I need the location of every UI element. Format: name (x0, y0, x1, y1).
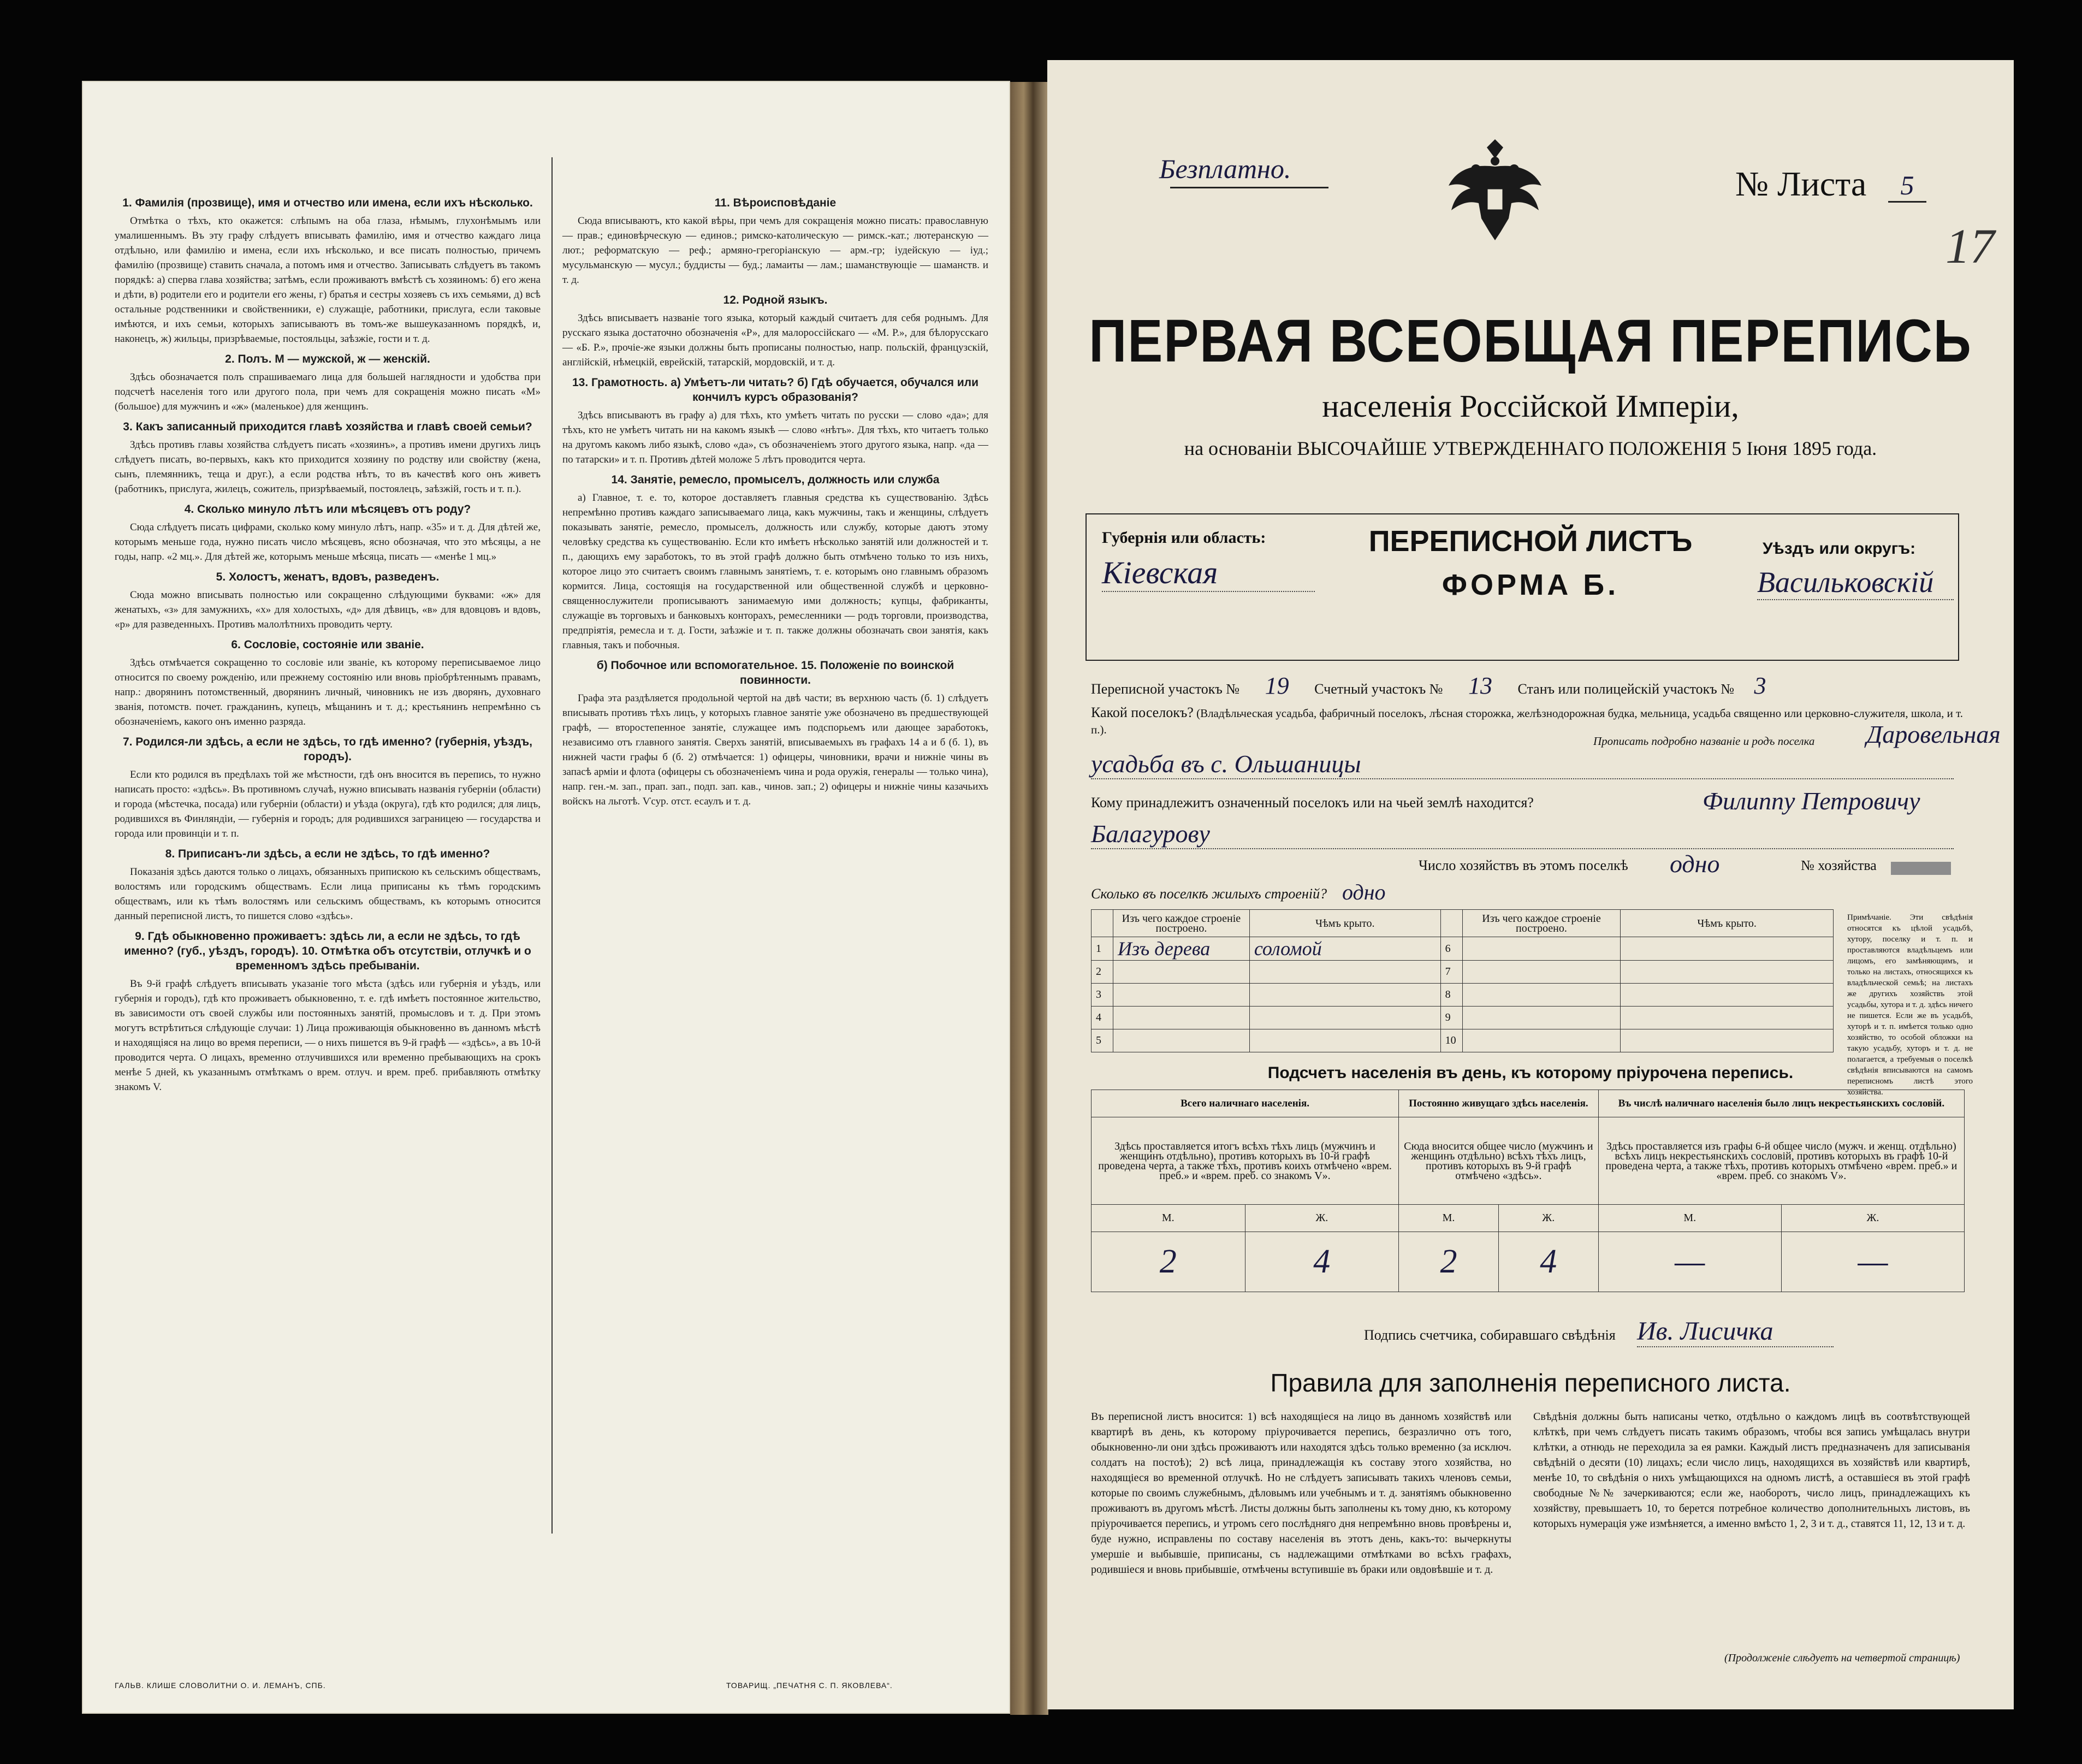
row-number: 1 (1092, 937, 1113, 961)
count-area-value: 13 (1468, 672, 1492, 699)
instruction-section-text: Показанiя здѣсь даются только о лицахъ, обязанныхъ припискою къ сельскимъ обществамъ, волостямъ или городскимъ обществамъ. Если лица приписаны къ тѣмъ городскимъ обществамъ, или къ тѣмъ волостямъ или сельскимъ обществамъ, къ которымъ относится данный переписной листъ, то пишется слово «здѣсь». (115, 866, 541, 922)
form-subtitle: ФОРМА Б. (1442, 569, 1620, 601)
row-number: 2 (1092, 961, 1113, 984)
buildings-label: Сколько въ поселкѣ жилыхъ строенiй? (1091, 886, 1327, 902)
instruction-section-text: Сюда можно вписывать полностью или сокращенно слѣдующими буквами: «ж» для женатыхъ, «з» для замужнихъ, «х» для холостыхъ, «д» для дѣвицъ, «в» для вдовцовъ и вдовъ, «р» для разведенныхъ. Противъ малолѣтнихъ проводить черту. (115, 589, 541, 630)
row-number: 8 (1440, 984, 1462, 1007)
free-of-charge-label: Безплатно. (1159, 153, 1291, 184)
instruction-section-title: 13. Грамотность. а) Умѣетъ-ли читать? б) Гдѣ обучается, обучался или кончилъ курсъ образованiя? (572, 376, 979, 404)
population-nonpeasant-description: Здѣсь проставляется изъ графы 6-й общее число (мужч. и женщ. отдѣльно) всѣхъ лицъ некрестьянскихъ сословiй, противъ которыхъ въ графѣ 10-й проведена черта, а также тѣхъ, противъ которыхъ отмѣчено «врем. преб.» и «врем. преб. со знакомъ V». (1598, 1117, 1964, 1205)
row-number: 6 (1440, 937, 1462, 961)
left-page (82, 81, 1010, 1714)
population-nonpeasant-header: Въ числѣ наличнаго населенiя было лицъ некрестьянскихъ сословiй. (1598, 1090, 1964, 1117)
settlement-hint: (Владѣльческая усадьба, фабричный поселокъ, лѣсная сторожка, желѣзнодорожная будка, мельница, усадьба священно или церковно-служителя, школа, и т. п.). (1091, 707, 1963, 736)
instruction-section-text: а) Главное, т. е. то, которое доставляетъ главныя средства къ существованiю. Здѣсь непремѣнно противъ каждаго записываемаго лица, какъ мужчины, такъ и женщины, слѣдуетъ показывать занятiе, ремесло, промыселъ, должность или службу, которые даютъ этому человѣку средства къ существованiю. Если кто имѣетъ нѣсколько занятiй или должностей и т. п., дающихъ ему заработокъ, то въ этой графѣ должно быть отмѣчено только то изъ нихъ, которое лицо это считаетъ своимъ главнымъ занятiемъ, т. е. которымъ оно главнымъ образомъ кормится. Лица, состоящiя на государственной или общественной службѣ и церковно-священнослужители прописываютъ занимаемую ими должность; купцы, фабриканты, служащiе въ торговыхъ и банковыхъ конторахъ, ремесленники — родъ торговли, производства, предпрiятiя, ремесла и т. д. Гости, заѣзжiе и т. п. также должны обозначать свои занятiя, какъ главныя, такъ и побочныя. (562, 492, 988, 651)
census-title: ПЕРВАЯ ВСЕОБЩАЯ ПЕРЕПИСЬ (1089, 307, 1972, 375)
instruction-section-title: б) Побочное или вспомогательное. 15. Положенiе по воинской повинности. (596, 659, 954, 686)
instruction-section-title: 9. Гдѣ обыкновенно проживаетъ: здѣсь ли, а если не здѣсь, то гдѣ именно? (губ., уѣздъ, городъ). 10. Отмѣтка объ отсутствiи, отлучкѣ и о временномъ здѣсь пребыванiи. (124, 930, 531, 972)
district-value: Васильковскiй (1757, 565, 1954, 600)
instruction-section-text: Въ 9-й графѣ слѣдуетъ вписывать указанiе того мѣста (здѣсь или губернiя и уѣздъ, или губернiя и городъ), гдѣ кто проживаетъ обыкновенно, т. е. гдѣ имѣетъ постоянное жительство, въ зависимости отъ своей службы или постоянныхъ занятiй, промысловъ и т. д. При этомъ могутъ встрѣтиться слѣдующiе случаи: 1) Лица проживающiя обыкновенно въ данномъ мѣстѣ и находящiяся на лицо во время переписи, — о нихъ пишется въ 9-й графѣ — «здѣсь», а въ 10-й проводится черта. О лицахъ, временно отлучившихся или временно пребывающихъ на срокъ менѣе 5 дней, къ указаннымъ отмѣткамъ о врем. отлуч. и врем. преб. прибавляють отмѣтку знакомъ V. (115, 978, 541, 1093)
instruction-section-title: 3. Какъ записанный приходится главѣ хозяйства и главѣ своей семьи? (123, 421, 532, 433)
row-number: 4 (1092, 1007, 1113, 1029)
households-label: Число хозяйствъ въ этомъ поселкѣ (1419, 857, 1628, 873)
population-total-header: Всего наличнаго населенiя. (1092, 1090, 1399, 1117)
total-female-count: 4 (1245, 1232, 1399, 1292)
instruction-section-text: Здѣсь отмѣчается сокращенно то сословiе или званiе, къ которому переписываемое лицо относится по своему рожденiю, или прежнему состоянiю или вновь прiобрѣтеннымъ правамъ, напр.: дворянинъ потомственный, дворянинъ личный, чиновникъ не изъ дворянъ, духовнаго званiя, потомств. почет. гражданинъ, купецъ, мѣщанинъ и т. д.; крестьянинъ непремѣнно съ обозначенiемъ, какого онъ именно разряда. (115, 657, 541, 727)
census-subtitle: населенiя Россiйской Имперiи, (1322, 388, 1739, 424)
imperial-eagle-emblem (1440, 137, 1550, 246)
census-area-label: Переписной участокъ № (1091, 681, 1240, 697)
row-number: 3 (1092, 984, 1113, 1007)
pencil-archive-number: 17 (1945, 220, 1995, 274)
rules-title: Правила для заполненiя переписного листа. (1270, 1369, 1791, 1397)
nonpeasant-female-count: — (1781, 1232, 1964, 1292)
instruction-section-text: Здѣсь обозначается полъ спрашиваемаго лица для большей наглядности и удобства при подсчетѣ населенiя того или другого пола, при чемъ для сокращенiя можно писать «М» (большое) для мужчинъ и «ж» (маленькое) для женщинъ. (115, 371, 541, 412)
table-row (1092, 937, 1834, 961)
rules-continued-note: (Продолженiе слѣдуетъ на четвертой страницѣ) (1724, 1652, 1960, 1664)
households-value: одно (1670, 850, 1720, 878)
count-area-label: Счетный участокъ № (1314, 681, 1443, 697)
female-label: Ж. (1781, 1205, 1964, 1232)
building-roof: соломой (1249, 937, 1440, 961)
household-number-label: № хозяйства (1801, 857, 1877, 873)
settlement-line (1091, 705, 1965, 738)
instruction-section-title: 12. Родной языкъ. (723, 294, 828, 306)
nonpeasant-male-count: — (1598, 1232, 1781, 1292)
instruction-section-title: 14. Занятiе, ремесло, промыселъ, должность или служба (611, 473, 940, 486)
population-count-title: Подсчетъ населенiя въ день, къ которому прiурочена перепись. (1267, 1064, 1794, 1082)
population-permanent-description: Сюда вносится общее число (мужчинъ и женщинъ отдѣльно) всѣхъ тѣхъ лицъ, противъ которыхъ въ 9-й графѣ отмѣчено «здѣсь». (1399, 1117, 1599, 1205)
instruction-section-title: 4. Сколько минуло лѣтъ или мѣсяцевъ отъ роду? (184, 503, 471, 516)
buildings-note: Примѣчанiе. Эти свѣдѣнiя относятся къ цѣлой усадьбѣ, хутору, поселку и т. п. и проставляются владѣльцемъ или лицомъ, его замѣняющимъ, и только на листахъ, относящихся къ владѣльческой семьѣ; на листахъ же другихъ хозяйствъ этой усадьбы, хутора и т. д. здѣсь ничего не пишется. Если же въ усадьбѣ, хуторѣ и т. п. имѣется только одно хозяйство, то особой обложки на такую усадьбу, хуторъ и т. д. не полагается, а требуемыя о поселкѣ свѣдѣнiя вписываются на самомъ переписномъ листѣ этого хозяйства. (1847, 913, 1973, 1097)
instruction-section-text: Здѣсь противъ главы хозяйства слѣдуетъ писать «хозяинъ», а противъ имени другихъ лицъ слѣдуетъ писать, во-первыхъ, какъ кто приходится хозяину по родству или свойству (жена, сынъ, племянникъ, теща и друг.), а если родства нѣтъ, то въ качествѣ кого онъ живетъ (работникъ, прислуга, жилецъ, сожитель, призрѣваемый, постоялецъ, заѣзжiй, гость и т. п.). (115, 439, 541, 495)
buildings-roof-header: Чѣмъ крыто. (1249, 910, 1440, 937)
table-row (1092, 961, 1834, 984)
rules-column-2: Свѣдѣнiя должны быть написаны четко, отдѣльно о каждомъ лицѣ въ соотвѣтствующей клѣткѣ, при чемъ слѣдуетъ писать такимъ образомъ, чтобы вся запись умѣщалась внутри клѣтки, а отнюдь не переходила за ея рамки. Каждый листъ предназначенъ для записыванiя свѣдѣнiй о десяти (10) лицахъ; если число лицъ, находящихся въ хозяйствѣ или квартирѣ, менѣе 10, то свѣдѣнiя о нихъ умѣщающихся на одномъ листѣ, а оставшiеся въ этой графѣ свободные №№ зачеркиваются; если же, наоборотъ, число лицъ, принадлежащихъ къ хозяйству, превышаетъ 10, то берется потребное количество дополнительныхъ листовъ, въ которыхъ нумерацiя уже измѣняется, а именно вмѣсто 1, 2, 3 и т. д., ставятся 11, 12, 13 и т. д. (1533, 1411, 1970, 1530)
column-divider (551, 157, 553, 1534)
buildings-material-header: Изъ чего каждое строенiе построено. (1113, 910, 1249, 937)
right-page (1047, 60, 2014, 1709)
population-table (1091, 1090, 1965, 1292)
police-area-label: Станъ или полицейскiй участокъ № (1517, 681, 1735, 697)
row-number: 10 (1440, 1029, 1462, 1052)
sheet-number-value: 5 (1888, 169, 1926, 203)
form-title: ПЕРЕПИСНОЙ ЛИСТЪ (1368, 525, 1693, 558)
row-number: 5 (1092, 1029, 1113, 1052)
printer-note-right: ТОВАРИЩ. „ПЕЧАТНЯ С. П. ЯКОВЛЕВА“. (726, 1681, 893, 1690)
instruction-section-title: 7. Родился-ли здѣсь, а если не здѣсь, то гдѣ именно? (губернiя, уѣздъ, городъ). (122, 736, 533, 763)
province-value: Кiевская (1102, 554, 1315, 592)
table-row (1092, 984, 1834, 1007)
police-area-value: 3 (1754, 672, 1766, 699)
instruction-section-text: Графа эта раздѣляется продольной чертой на двѣ части; въ верхнюю часть (б. 1) слѣдуетъ вписывать противъ тѣхъ лицъ, у которыхъ главное занятiе уже обозначено въ предшествующей графѣ, — второстепенное занятiе, служащее имъ подспорьемъ или дающее заработокъ, независимо отъ главного занятiя. Сверхъ занятiй, вписываемыхъ въ графахъ 14 а и б (б. 1), въ нижней части графы б (б. 2) отмѣчается: 1) офицеры, чиновники, врачи и нижнiе чины въ запасѣ армiи и флота (офицеры съ обозначенiемъ чина и рода оружiя, генералы — только чина), напр. ген.-м. зап., прап. зап., подп. зап. кав., чинов. зап.; 2) офицеры и нижнiе чины казачьихъ войскъ на льготѣ. Ѵсур. отст. есаулъ и т. д. (562, 692, 988, 807)
permanent-female-count: 4 (1498, 1232, 1598, 1292)
table-row (1092, 1007, 1834, 1029)
male-label: М. (1598, 1205, 1781, 1232)
census-area-line (1091, 672, 1783, 700)
instruction-section-title: 2. Полъ. М — мужской, ж — женскiй. (225, 353, 430, 365)
instruction-section-title: 6. Сословiе, состоянiе или званiе. (231, 638, 424, 651)
instruction-section-text: Здѣсь вписываетъ названiе того языка, который каждый считаетъ для себя роднымъ. Для русскаго языка достаточно обозначенiя «Р», для малороссiйскаго — «М. Р.», для бѣлорусскаго — «Б. Р.», прочiе-же языки должны быть прописаны полностью, напр. польскiй, французскiй, англiйскiй, нѣмецкiй, еврейскiй, татарскiй, мордовскiй, и т. д. (562, 312, 988, 368)
male-label: М. (1092, 1205, 1245, 1232)
row-number: 9 (1440, 1007, 1462, 1029)
buildings-roof-header-2: Чѣмъ крыто. (1621, 910, 1834, 937)
header-rule (1170, 187, 1328, 188)
instruction-section-title: 11. Вѣроисповѣданiе (714, 197, 837, 209)
settlement-instruction: Прописать подробно названiе и родъ поселка (1593, 735, 1815, 748)
sheet-number-label: № Листа (1735, 164, 1867, 203)
signature-value: Ив. Лисичка (1637, 1316, 1834, 1347)
buildings-table (1091, 909, 1834, 1052)
instruction-section-text: Отмѣтка о тѣхъ, кто окажется: слѣпымъ на оба глаза, нѣмымъ, глухонѣмымъ или умалишеннымъ. Въ эту графу слѣдуетъ вписывать фамилiю, имя и отчество каждаго лица отдѣльно, или фамилiю и имена, если ихъ нѣсколько, и все писать полностью, причемъ фамилiю (прозвище) ставить сначала, а потомъ имя и отчество. Записывать слѣдуетъ въ такомъ порядкѣ: а) сперва глава хозяйства; затѣмъ, если проживаютъ вмѣстѣ съ хозяиномъ: б) его жена и дѣти, в) родители его и родители его жены, г) братья и сестры хозяевъ съ ихъ семьями, д) всѣ остальные родственники и свойственники, е) служащiе, работники, прислуга, если таковые имѣются, и ихъ семьи, которыхъ записываютъ въ томъ-же вышеуказанномъ порядкѣ, и, наконецъ, ж) жильцы, призрѣваемые, постояльцы, заѣзжiе, гости и т. д. (115, 215, 541, 345)
owner-label: Кому принадлежитъ означенный поселокъ или на чьей землѣ находится? (1091, 795, 1534, 810)
census-legal-basis: на основанiи ВЫСОЧАЙШЕ УТВЕРЖДЕННАГО ПОЛОЖЕНIЯ 5 Iюня 1895 года. (1184, 437, 1877, 459)
census-area-value: 19 (1265, 672, 1289, 699)
left-page-column-1 (115, 190, 541, 1099)
book-spine (1010, 82, 1048, 1715)
permanent-male-count: 2 (1399, 1232, 1499, 1292)
instruction-section-title: 5. Холостъ, женатъ, вдовъ, разведенъ. (216, 571, 440, 583)
female-label: Ж. (1245, 1205, 1399, 1232)
settlement-label: Какой поселокъ? (1091, 705, 1194, 720)
total-male-count: 2 (1092, 1232, 1245, 1292)
instruction-section-text: Здѣсь вписываютъ въ графу а) для тѣхъ, кто умѣетъ читать по русски — слово «да»; для тѣхъ, кто не умѣетъ читать ни на какомъ языкѣ — слово «нѣтъ». Для тѣхъ, кто читаетъ только на другомъ какомъ либо языкѣ, слово «да», съ обозначенiемъ этого другого языка, напр. «да — по татарски» и т. п. Противъ дѣтей моложе 5 лѣтъ проводится черта. (562, 410, 988, 465)
population-permanent-header: Постоянно живущаго здѣсь населенiя. (1399, 1090, 1599, 1117)
table-row (1092, 1029, 1834, 1052)
instruction-section-text: Сюда вписываютъ, кто какой вѣры, при чемъ для сокращенiя можно писать: православную — прав.; единовѣрческую — единов.; римско-католическую — римск.-кат.; лютеранскую — лют.; реформатскую — реф.; армяно-грегорiанскую — арм.-гр; iудейскую — iуд.; мусульманскую — мусул.; буддисты — буд.; ламаиты — лам.; шаманствующiе — шаманств. и т. д. (562, 215, 988, 286)
buildings-value: одно (1342, 880, 1386, 904)
male-label: М. (1399, 1205, 1499, 1232)
province-label: Губернiя или область: (1102, 529, 1266, 547)
instruction-section-text: Если кто родился въ предѣлахъ той же мѣстности, гдѣ онъ вносится въ перепись, то нужно написать просто: «здѣсь». Въ противномъ случаѣ, нужно вписывать названiя губернiи (области) и города (мѣстечка, посада) или губернiи (области) и уѣзда (округа), гдѣ кто родился; для лицъ, родившихся въ Финляндiи, — губернiя и городъ; для родившихся заграницею — государства и города или провинцiи и т. п. (115, 769, 541, 839)
signature-label: Подпись счетчика, собиравшаго свѣдѣнiя (1364, 1327, 1616, 1343)
instruction-section-title: 1. Фамилiя (прозвище), имя и отчество или имена, если ихъ нѣсколько. (122, 197, 533, 209)
instruction-section-text: Сюда слѣдуетъ писать цифрами, сколько кому минуло лѣтъ, напр. «35» и т. д. Для дѣтей же, которымъ меньше года, нужно писать число мѣсяцевъ, ясно обозначая, что это мѣсяцы, а не годы, напр. «2 мц.». Для дѣтей же, которымъ меньше мѣсяца, писать — «менѣе 1 мц.» (115, 522, 541, 563)
buildings-material-header-2: Изъ чего каждое строенiе построено. (1462, 910, 1621, 937)
district-label: Уѣздъ или округъ: (1763, 540, 1916, 558)
female-label: Ж. (1498, 1205, 1598, 1232)
household-number-redaction (1891, 862, 1951, 875)
instruction-section-title: 8. Приписанъ-ли здѣсь, а если не здѣсь, то гдѣ именно? (165, 848, 490, 860)
printer-note-left: ГАЛЬВ. КЛИШЕ СЛОВОЛИТНИ О. И. ЛЕМАНЪ, СПБ. (115, 1681, 326, 1690)
settlement-value-1: Даровельная (1866, 720, 2001, 748)
owner-value-1: Филиппу Петровичу (1703, 787, 1920, 815)
settlement-value-2: усадьба въ с. Ольшаницы (1091, 749, 1954, 779)
row-number: 7 (1440, 961, 1462, 984)
left-page-column-2 (562, 190, 988, 813)
population-total-description: Здѣсь проставляется итогъ всѣхъ тѣхъ лицъ (мужчинъ и женщинъ отдѣльно), противъ которыхъ въ 10-й графѣ проведена черта, а также тѣхъ, противъ коихъ отмѣчено «врем. преб.» и «врем. преб. со знакомъ V». (1092, 1117, 1399, 1205)
building-material: Изъ дерева (1113, 937, 1249, 961)
rules-column-1: Въ переписной листъ вносится: 1) всѣ находящiеся на лицо въ данномъ хозяйствѣ или квартирѣ въ день, къ которому прiурочивается перепись, безразлично отъ того, обыкновенно-ли они здѣсь проживаютъ или находятся здѣсь только временно (за исключ. солдатъ на постоѣ); 2) всѣ лица, принадлежащiя къ составу этого хозяйства, но находящiеся во временной отлучкѣ. Но не слѣдуетъ записывать такихъ членовъ семьи, которые по своимъ служебнымъ, дѣловымъ или учебнымъ и т. д. занятiямъ обыкновенно проживаютъ въ другомъ мѣстѣ. Листы должны быть заполнены къ тому дню, къ которому прiурочивается перепись, и утромъ сего послѣдняго дня непремѣнно вновь провѣрены и, буде нужно, исправлены по составу населенiя въ этотъ день, какъ-то: вычеркнуты умершiе и выбывшiе, приписаны, съ надлежащими отмѣтками во всѣхъ графахъ, родившiеся и вновь прибывшiе, отмѣчены вступившiе въ браки или овдовѣвшiе и т. д. (1091, 1411, 1511, 1576)
owner-value-2: Балагурову (1091, 819, 1954, 849)
